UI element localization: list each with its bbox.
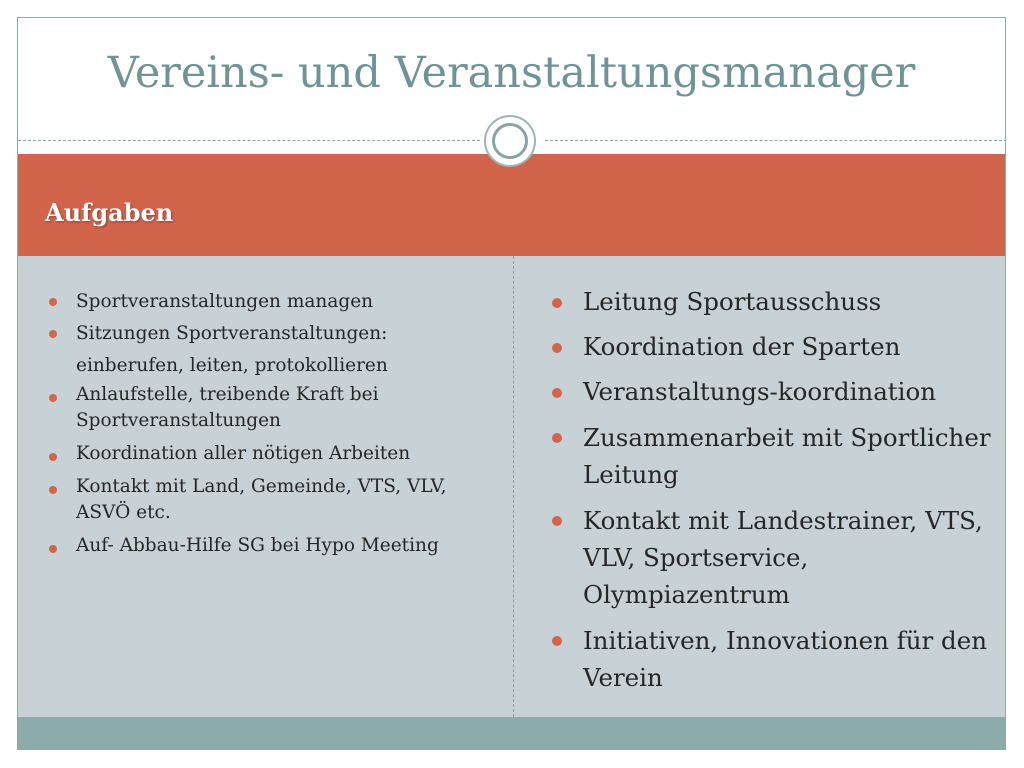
bullet-icon <box>552 516 562 526</box>
list-item <box>49 318 499 350</box>
left-bullet-list <box>49 286 499 566</box>
list-item <box>49 474 499 526</box>
bullet-icon <box>49 330 57 338</box>
bullet-icon <box>49 545 57 553</box>
bullet-icon <box>552 298 562 308</box>
list-item-text: Kontakt mit Landestrainer, VTS, VLV, Sportservice, Olympiazentrum <box>583 506 983 609</box>
bullet-icon <box>552 343 562 353</box>
list-item-text: Zusammenarbeit mit Sportlicher Leitung <box>583 423 991 489</box>
list-item <box>552 419 992 493</box>
bullet-icon <box>552 388 562 398</box>
list-item <box>552 329 992 365</box>
list-item-text: Koordination der Sparten <box>583 332 901 361</box>
list-item <box>49 382 499 434</box>
footer-band <box>18 717 1005 750</box>
section-heading: Aufgaben <box>45 198 174 227</box>
slide-title: Vereins- und Veranstaltungsmanager <box>107 48 916 98</box>
circle-ornament-icon <box>484 115 536 167</box>
list-item <box>552 284 992 320</box>
list-item-text: Auf- Abbau-Hilfe SG bei Hypo Meeting <box>76 535 439 556</box>
list-item <box>49 533 499 559</box>
list-item-text: Anlaufstelle, treibende Kraft bei Sportveranstaltungen <box>76 384 379 431</box>
bullet-icon <box>49 486 57 494</box>
title-divider-left <box>18 140 480 141</box>
list-item <box>49 286 499 318</box>
slide <box>17 17 1006 750</box>
list-item-text: Veranstaltungs-koordination <box>583 377 937 406</box>
list-item <box>552 502 992 613</box>
list-item-text: Kontakt mit Land, Gemeinde, VTS, VLV, ASVÖ etc. <box>76 476 447 523</box>
bullet-icon <box>49 453 57 461</box>
bullet-icon <box>552 636 562 646</box>
bullet-icon <box>552 433 562 443</box>
list-item <box>49 441 499 467</box>
list-item-text: Initiativen, Innovationen für den Verein <box>583 626 987 692</box>
list-item <box>552 374 992 410</box>
section-band <box>18 154 1005 256</box>
title-divider-right <box>545 140 1006 141</box>
list-item <box>552 622 992 696</box>
list-item-text: Sitzungen Sportveranstaltungen: <box>76 323 388 344</box>
content-area <box>18 256 1005 717</box>
bullet-icon <box>49 394 57 402</box>
list-item-text: Leitung Sportausschuss <box>583 287 882 316</box>
list-item-text: Koordination aller nötigen Arbeiten <box>76 443 411 464</box>
bullet-icon <box>49 298 57 306</box>
column-divider <box>513 256 514 717</box>
list-item-text: Sportveranstaltungen managen <box>76 291 374 312</box>
right-bullet-list <box>552 284 992 705</box>
list-continuation-text: einberufen, leiten, protokollieren <box>76 355 388 376</box>
